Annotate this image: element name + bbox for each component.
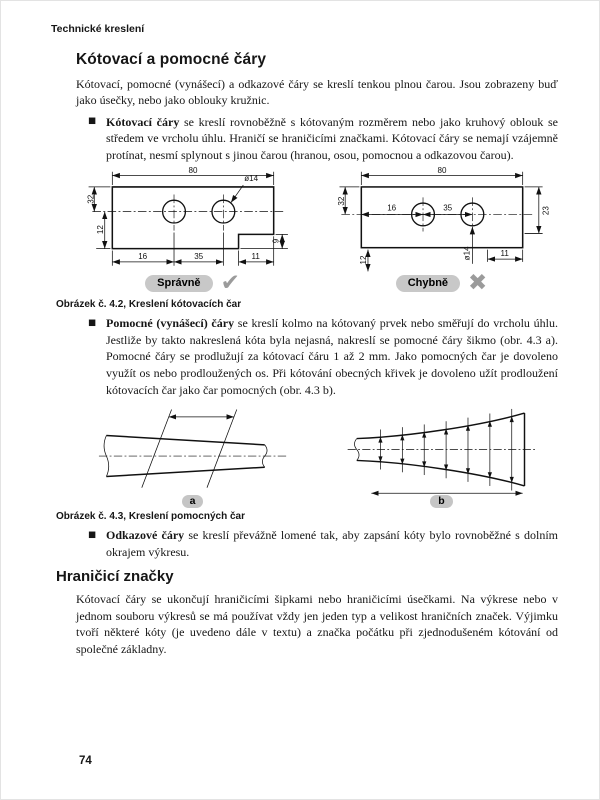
dim-label-32: 32	[336, 197, 346, 206]
dim-label-16: 16	[386, 203, 396, 213]
bullet-square-icon: ■	[88, 529, 97, 540]
label-b-badge: b	[430, 495, 452, 508]
page-number: 74	[79, 755, 92, 767]
oblique-extension-lines	[141, 410, 236, 488]
running-header: Technické kreslení	[51, 23, 145, 35]
boundary-marks-paragraph: Kótovací čáry se ukončují hraničicími šipkami nebo hraničicími úsečkami. Na výkrese nebo v jednom souboru výkresů se má používat vždy jen jeden typ a velikost hraničních značek. Výjimku tvoří některé kóty (je uvedeno dále v textu) a značka počátku při zjednodušeném kótování od společné základny.	[76, 592, 558, 656]
figure-4-2-wrong-column	[317, 167, 566, 297]
part-outline	[361, 187, 522, 248]
drawing-extended-dimension-lines	[344, 402, 540, 497]
dim-label-32: 32	[85, 195, 95, 205]
label-b-row	[430, 491, 452, 509]
centerlines	[92, 195, 284, 231]
bullet-pomocne-cary	[76, 315, 558, 398]
drawing-oblique-extension-lines	[95, 402, 291, 497]
figure-4-2-caption: Obrázek č. 4.2, Kreslení kótovacích čar	[56, 299, 242, 311]
dim-label-dia14: ø14	[462, 246, 472, 261]
bullet-square-icon: ■	[88, 116, 97, 127]
dim-label-11: 11	[499, 249, 509, 259]
part-outline	[112, 187, 273, 249]
bullet-odkazove-cary	[76, 527, 558, 560]
figure-4-3	[56, 402, 558, 523]
wrong-badge: Chybně	[396, 275, 460, 292]
dim-label-12: 12	[95, 225, 105, 235]
label-a-badge: a	[182, 495, 204, 508]
bullet-odkazove-text: Odkazové čáry se kreslí převážně lomené tak, aby zapsání kóty bylo rovnoběžné s dolním okrajem výkresu.	[106, 528, 558, 559]
figure-4-3-a-column	[68, 402, 317, 509]
section-title-dimension-lines: Kótovací a pomocné čáry	[76, 51, 267, 68]
label-a-row	[182, 491, 204, 509]
bullet-odkazove-lead: Odkazové čáry	[106, 528, 185, 543]
bullet-kotovaci-lead: Kótovací čáry	[106, 114, 180, 129]
drawing-correct-dimensioning	[79, 167, 307, 279]
figure-4-3-b-column	[317, 402, 566, 509]
dim-label-35: 35	[193, 252, 203, 262]
drawing-wrong-dimensioning	[328, 167, 556, 279]
wrong-verdict	[396, 269, 488, 297]
bullet-kotovaci-cary	[76, 114, 558, 164]
figure-4-2-correct-column	[68, 167, 317, 297]
intro-paragraph: Kótovací, pomocné (vynášecí) a odkazové čáry se kreslí tenkou plnou čarou. Jsou zobrazeny buď jako úsečky, nebo jako oblouky kružnic.	[76, 76, 558, 108]
dim-label-23: 23	[540, 206, 550, 216]
correct-verdict	[145, 269, 240, 297]
dim-label-80: 80	[188, 167, 197, 176]
dim-label-16: 16	[137, 252, 147, 262]
dimension-lines	[345, 176, 539, 272]
dim-label-9: 9	[270, 239, 280, 244]
dim-label-11: 11	[250, 252, 260, 262]
dim-label-dia14: ø14	[243, 174, 258, 184]
figure-4-3-caption: Obrázek č. 4.3, Kreslení pomocných čar	[56, 511, 245, 523]
page-content	[56, 51, 558, 660]
bullet-pomocne-text: Pomocné (vynášecí) čáry se kreslí kolmo na kótovaný prvek nebo směřují do vrcholu úhlu. Jestliže by takto nakreslená kóta byla nejasná, nakreslí se pomocné čáry šikmo (obr. 4.3 a). Pomocné čáry se prodlužují za kótovací čáru 1 až 2 mm. Jako pomocných čar je dovoleno využít os nebo prodloužených os. Při kótování obecných křivek je dovoleno užít prodloužení kótovacích čar jako čar pomocných (obr. 4.3 b).	[106, 316, 558, 397]
dim-label-80: 80	[437, 167, 446, 176]
dim-label-35: 35	[442, 203, 452, 213]
section-title-boundary-marks: Hraničicí značky	[56, 568, 174, 586]
cross-icon: ✖	[468, 269, 488, 296]
bullet-square-icon: ■	[88, 317, 97, 328]
figure-4-2	[56, 167, 558, 311]
correct-badge: Správně	[145, 275, 212, 292]
dim-label-12: 12	[358, 255, 368, 265]
check-icon: ✔	[220, 269, 240, 296]
bullet-pomocne-lead: Pomocné (vynášecí) čáry	[106, 316, 235, 331]
bullet-kotovaci-text: Kótovací čáry se kreslí rovnoběžně s kótovaným rozměrem nebo jako kruhový oblouk se středem ve vrcholu úhlu. Hraničí se hraničicími značkami. Kótovací čáry se nemají vzájemně protínat, nesmí splynout s jinou čarou (hranou, osou, pomocnou a odkazovou čarou).	[106, 114, 558, 162]
